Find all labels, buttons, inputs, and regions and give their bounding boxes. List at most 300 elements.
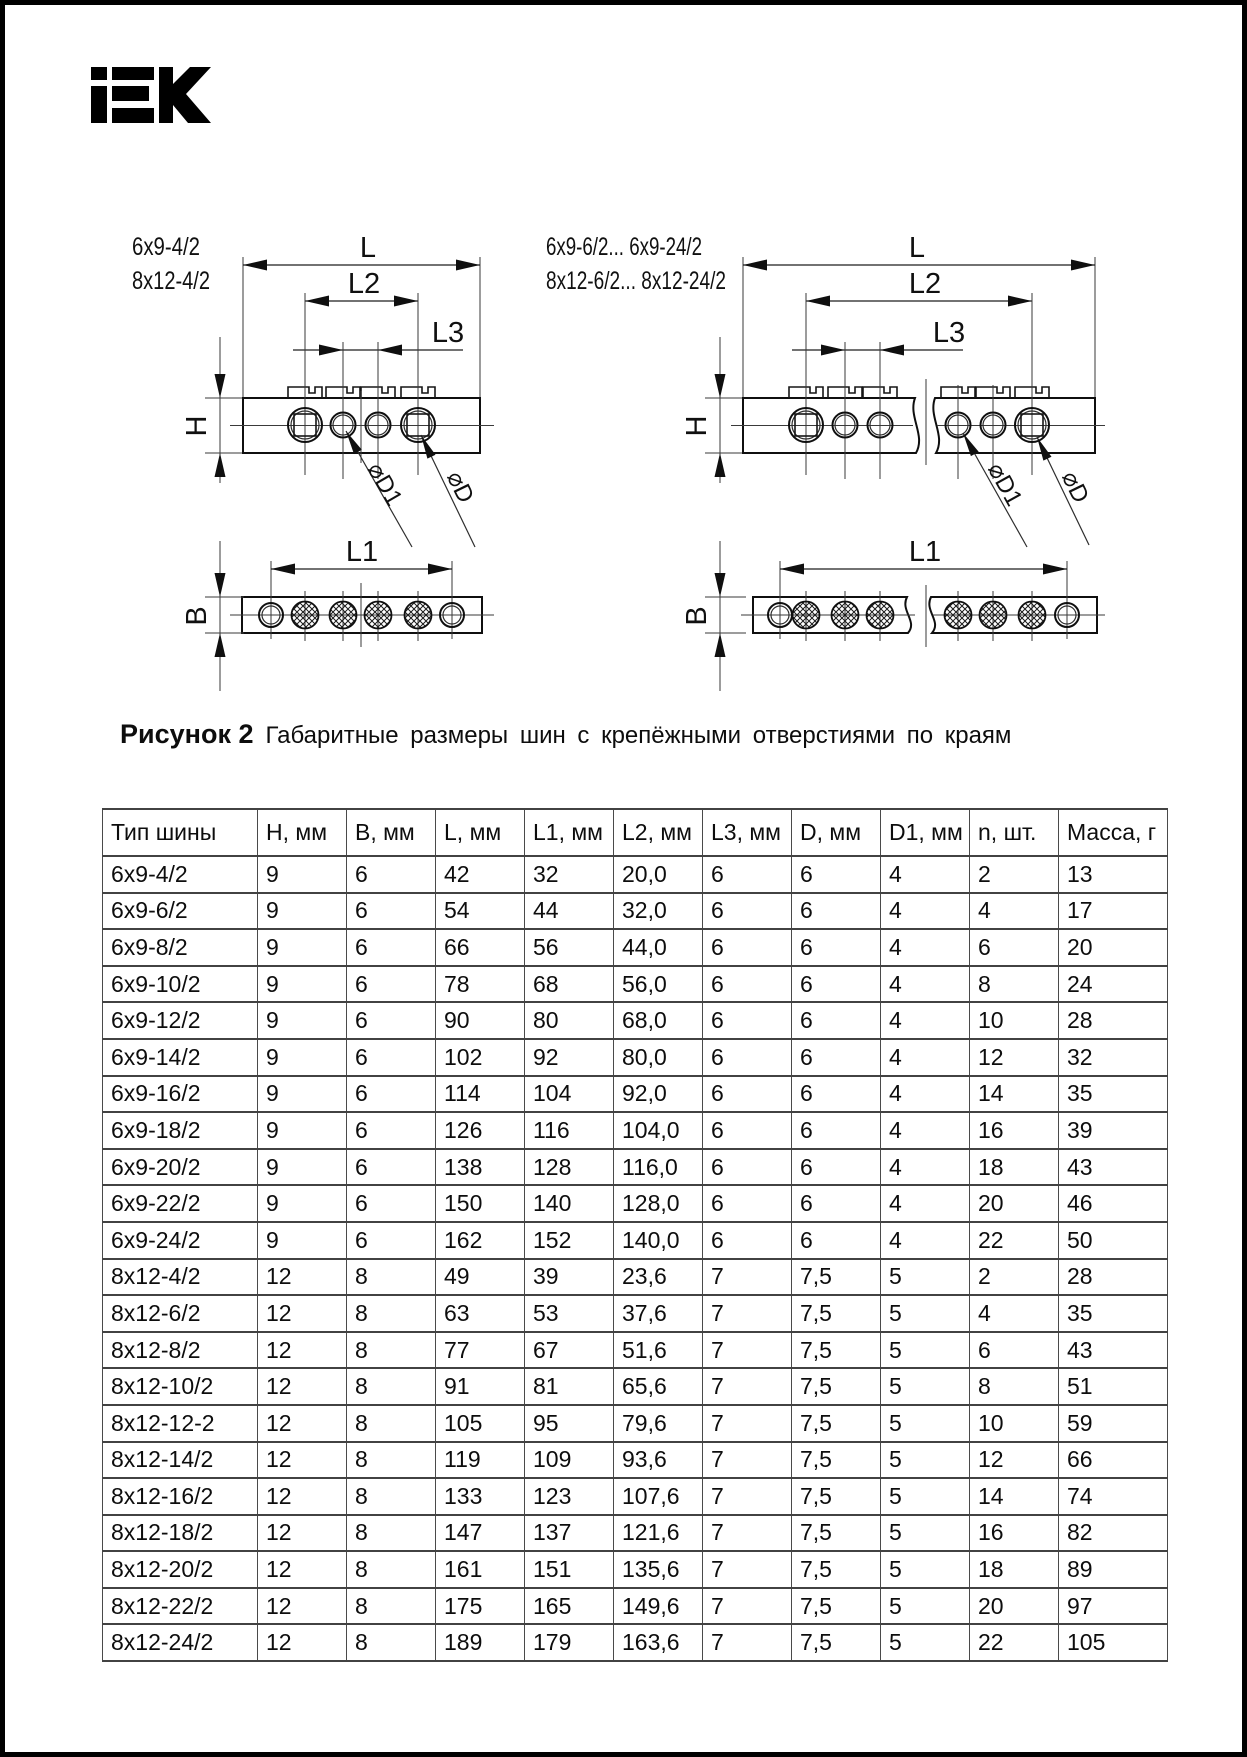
table-cell: 12	[258, 1515, 347, 1552]
dim-label-D: ⌀D	[441, 466, 480, 508]
table-cell: 150	[436, 1185, 525, 1222]
table-cell: 163,6	[614, 1624, 703, 1661]
table-cell: 12	[258, 1368, 347, 1405]
table-cell: 12	[258, 1405, 347, 1442]
table-row	[103, 893, 1168, 930]
table-cell: 42	[436, 856, 525, 893]
busbar-front-view	[731, 293, 1105, 479]
table-cell: 32	[1059, 1039, 1168, 1076]
table-row	[103, 1295, 1168, 1332]
busbar-top-view	[230, 583, 494, 647]
table-cell: 189	[436, 1624, 525, 1661]
dimensions-table	[102, 808, 1168, 1662]
table-cell: 12	[258, 1259, 347, 1296]
table-cell: 4	[970, 1295, 1059, 1332]
table-cell: 20,0	[614, 856, 703, 893]
table-cell: 7	[703, 1368, 792, 1405]
table-cell: 95	[525, 1405, 614, 1442]
table-cell: 8	[347, 1442, 436, 1479]
table-cell: 6	[970, 1332, 1059, 1369]
callout-D1	[963, 433, 1028, 547]
table-cell: 152	[525, 1222, 614, 1259]
dim-L3	[293, 317, 464, 356]
table-cell: 5	[881, 1295, 970, 1332]
table-cell: 93,6	[614, 1442, 703, 1479]
table-row	[103, 1332, 1168, 1369]
table-cell: 7	[703, 1442, 792, 1479]
table-cell: 8x12-16/2	[103, 1478, 258, 1515]
table-cell: 12	[258, 1442, 347, 1479]
table-cell: 5	[881, 1368, 970, 1405]
dim-label-L2: L2	[347, 268, 381, 300]
variant-label: 8x12-6/2... 8x12-24/2	[546, 267, 726, 295]
table-cell: 8	[970, 1368, 1059, 1405]
table-cell: 6	[792, 1002, 881, 1039]
table-cell: 6	[347, 1149, 436, 1186]
table-cell: 8x12-10/2	[103, 1368, 258, 1405]
table-cell: 6	[703, 893, 792, 930]
table-cell: 107,6	[614, 1478, 703, 1515]
dim-label-L1: L1	[908, 536, 942, 568]
dim-label-B: B	[681, 606, 713, 626]
table-cell: 35	[1059, 1076, 1168, 1113]
table-header-row	[103, 809, 1168, 856]
table-cell: 4	[881, 1076, 970, 1113]
table-cell: 7	[703, 1405, 792, 1442]
table-cell: 6x9-4/2	[103, 856, 258, 893]
column-header: n, шт.	[970, 809, 1059, 856]
table-cell: 6x9-20/2	[103, 1149, 258, 1186]
table-cell: 50	[1059, 1222, 1168, 1259]
table-cell: 7,5	[792, 1295, 881, 1332]
table-cell: 6	[792, 856, 881, 893]
table-cell: 8x12-24/2	[103, 1624, 258, 1661]
table-cell: 59	[1059, 1405, 1168, 1442]
table-cell: 80,0	[614, 1039, 703, 1076]
table-cell: 92,0	[614, 1076, 703, 1113]
table-cell: 147	[436, 1515, 525, 1552]
table-cell: 6	[792, 1149, 881, 1186]
table-row	[103, 1624, 1168, 1661]
table-cell: 6	[703, 856, 792, 893]
table-cell: 9	[258, 966, 347, 1003]
table-cell: 8	[347, 1405, 436, 1442]
dim-label-L: L	[908, 232, 926, 264]
table-cell: 66	[1059, 1442, 1168, 1479]
table-row	[103, 856, 1168, 893]
table-cell: 7,5	[792, 1551, 881, 1588]
table-cell: 6x9-10/2	[103, 966, 258, 1003]
table-row	[103, 1478, 1168, 1515]
table-cell: 12	[258, 1478, 347, 1515]
table-cell: 74	[1059, 1478, 1168, 1515]
table-cell: 9	[258, 1222, 347, 1259]
table-cell: 8x12-18/2	[103, 1515, 258, 1552]
table-cell: 6	[347, 1002, 436, 1039]
table-cell: 54	[436, 893, 525, 930]
table-cell: 102	[436, 1039, 525, 1076]
table-cell: 5	[881, 1551, 970, 1588]
table-cell: 140,0	[614, 1222, 703, 1259]
table-cell: 97	[1059, 1588, 1168, 1625]
table-cell: 6	[347, 893, 436, 930]
table-cell: 5	[881, 1442, 970, 1479]
table-cell: 77	[436, 1332, 525, 1369]
table-cell: 7,5	[792, 1478, 881, 1515]
table-row	[103, 1185, 1168, 1222]
table-cell: 6	[792, 1076, 881, 1113]
table-cell: 9	[258, 1002, 347, 1039]
table-cell: 6	[347, 1039, 436, 1076]
table-cell: 123	[525, 1478, 614, 1515]
table-cell: 138	[436, 1149, 525, 1186]
table-cell: 149,6	[614, 1588, 703, 1625]
table-cell: 8	[347, 1624, 436, 1661]
column-header: D1, мм	[881, 809, 970, 856]
table-cell: 22	[970, 1222, 1059, 1259]
table-cell: 8	[347, 1515, 436, 1552]
iek-logo	[91, 67, 211, 123]
table-cell: 80	[525, 1002, 614, 1039]
table-cell: 6	[347, 1222, 436, 1259]
table-row	[103, 1368, 1168, 1405]
table-cell: 32,0	[614, 893, 703, 930]
table-cell: 68	[525, 966, 614, 1003]
table-cell: 6x9-12/2	[103, 1002, 258, 1039]
table-cell: 6x9-24/2	[103, 1222, 258, 1259]
table-cell: 4	[881, 1112, 970, 1149]
table-cell: 22	[970, 1624, 1059, 1661]
table-cell: 16	[970, 1515, 1059, 1552]
table-cell: 39	[525, 1259, 614, 1296]
table-cell: 7,5	[792, 1442, 881, 1479]
table-cell: 6	[792, 1039, 881, 1076]
table-cell: 4	[881, 966, 970, 1003]
dim-label-H: H	[181, 415, 213, 437]
table-cell: 7,5	[792, 1405, 881, 1442]
table-cell: 66	[436, 929, 525, 966]
table-cell: 179	[525, 1624, 614, 1661]
table-row	[103, 1002, 1168, 1039]
table-cell: 8x12-20/2	[103, 1551, 258, 1588]
table-cell: 7	[703, 1259, 792, 1296]
table-cell: 6	[703, 1076, 792, 1113]
table-cell: 14	[970, 1478, 1059, 1515]
table-cell: 12	[258, 1551, 347, 1588]
dim-label-B: B	[181, 606, 213, 626]
table-cell: 9	[258, 1185, 347, 1222]
dim-B	[181, 541, 244, 691]
table-cell: 90	[436, 1002, 525, 1039]
column-header: D, мм	[792, 809, 881, 856]
table-cell: 8x12-14/2	[103, 1442, 258, 1479]
table-cell: 39	[1059, 1112, 1168, 1149]
table-cell: 9	[258, 929, 347, 966]
table-cell: 4	[881, 893, 970, 930]
dim-H	[181, 337, 246, 483]
table-cell: 7	[703, 1515, 792, 1552]
table-cell: 16	[970, 1112, 1059, 1149]
table-cell: 6	[792, 1222, 881, 1259]
table-cell: 5	[881, 1478, 970, 1515]
table-cell: 116	[525, 1112, 614, 1149]
table-cell: 6	[792, 1185, 881, 1222]
table-cell: 53	[525, 1295, 614, 1332]
table-row	[103, 1149, 1168, 1186]
table-cell: 68,0	[614, 1002, 703, 1039]
dim-H	[681, 337, 746, 483]
table-cell: 23,6	[614, 1259, 703, 1296]
table-cell: 7,5	[792, 1515, 881, 1552]
table-cell: 8	[347, 1332, 436, 1369]
table-row	[103, 929, 1168, 966]
table-cell: 5	[881, 1624, 970, 1661]
table-cell: 4	[881, 1002, 970, 1039]
column-header: Масса, г	[1059, 809, 1168, 856]
table-cell: 82	[1059, 1515, 1168, 1552]
table-cell: 137	[525, 1515, 614, 1552]
variant-label: 6x9-4/2	[132, 233, 200, 261]
table-cell: 109	[525, 1442, 614, 1479]
table-cell: 10	[970, 1002, 1059, 1039]
table-cell: 5	[881, 1588, 970, 1625]
table-cell: 161	[436, 1551, 525, 1588]
table-cell: 104	[525, 1076, 614, 1113]
table-cell: 8x12-8/2	[103, 1332, 258, 1369]
table-cell: 104,0	[614, 1112, 703, 1149]
table-cell: 2	[970, 856, 1059, 893]
iek-logo-mark	[91, 67, 211, 123]
table-cell: 7,5	[792, 1624, 881, 1661]
table-cell: 6	[970, 929, 1059, 966]
table-cell: 4	[881, 1039, 970, 1076]
table-cell: 6	[703, 929, 792, 966]
table-cell: 8	[347, 1478, 436, 1515]
callout-D1	[346, 431, 412, 547]
column-header: Тип шины	[103, 809, 258, 856]
dim-L1	[780, 536, 1067, 595]
dim-label-D1: ⌀D1	[361, 457, 408, 511]
table-cell: 12	[258, 1624, 347, 1661]
table-cell: 14	[970, 1076, 1059, 1113]
table-cell: 7	[703, 1624, 792, 1661]
table-cell: 8x12-22/2	[103, 1588, 258, 1625]
table-cell: 6	[703, 1112, 792, 1149]
table-cell: 8x12-6/2	[103, 1295, 258, 1332]
dim-label-H: H	[681, 415, 713, 437]
table-cell: 81	[525, 1368, 614, 1405]
table-cell: 28	[1059, 1002, 1168, 1039]
table-cell: 35	[1059, 1295, 1168, 1332]
table-cell: 6	[792, 893, 881, 930]
table-cell: 6	[347, 1185, 436, 1222]
dim-L2	[305, 268, 418, 307]
table-cell: 6x9-16/2	[103, 1076, 258, 1113]
diagram-right-titles	[546, 233, 726, 295]
table-cell: 8x12-12-2	[103, 1405, 258, 1442]
table-cell: 49	[436, 1259, 525, 1296]
table-row	[103, 1039, 1168, 1076]
table-cell: 56,0	[614, 966, 703, 1003]
table-cell: 126	[436, 1112, 525, 1149]
table-row	[103, 1076, 1168, 1113]
figure-caption	[120, 719, 1011, 750]
table-row	[103, 1442, 1168, 1479]
table-cell: 6	[347, 1112, 436, 1149]
table-cell: 175	[436, 1588, 525, 1625]
table-cell: 121,6	[614, 1515, 703, 1552]
table-cell: 56	[525, 929, 614, 966]
table-cell: 10	[970, 1405, 1059, 1442]
table-cell: 51,6	[614, 1332, 703, 1369]
table-row	[103, 1222, 1168, 1259]
column-header: B, мм	[347, 809, 436, 856]
table-cell: 5	[881, 1405, 970, 1442]
dim-label-L3: L3	[932, 317, 966, 349]
table-cell: 6x9-6/2	[103, 893, 258, 930]
table-row	[103, 1112, 1168, 1149]
diagram-left-titles	[132, 233, 210, 295]
table-cell: 8	[347, 1588, 436, 1625]
table-cell: 5	[881, 1332, 970, 1369]
table-cell: 9	[258, 1149, 347, 1186]
table-cell: 12	[258, 1588, 347, 1625]
table-cell: 6x9-8/2	[103, 929, 258, 966]
table-cell: 4	[881, 1149, 970, 1186]
table-cell: 7	[703, 1478, 792, 1515]
table-cell: 44	[525, 893, 614, 930]
table-cell: 46	[1059, 1185, 1168, 1222]
table-cell: 6x9-18/2	[103, 1112, 258, 1149]
table-cell: 162	[436, 1222, 525, 1259]
table-cell: 8	[347, 1259, 436, 1296]
table-cell: 12	[970, 1039, 1059, 1076]
table-row	[103, 966, 1168, 1003]
figure-caption-label: Рисунок 2	[120, 719, 254, 749]
table-cell: 12	[970, 1442, 1059, 1479]
table-cell: 165	[525, 1588, 614, 1625]
table-cell: 135,6	[614, 1551, 703, 1588]
table-cell: 89	[1059, 1551, 1168, 1588]
table-row	[103, 1551, 1168, 1588]
table-cell: 9	[258, 1039, 347, 1076]
table-cell: 114	[436, 1076, 525, 1113]
table-cell: 6	[703, 966, 792, 1003]
table-cell: 7	[703, 1588, 792, 1625]
table-cell: 4	[881, 929, 970, 966]
table-cell: 6	[347, 1076, 436, 1113]
table-cell: 105	[1059, 1624, 1168, 1661]
table-cell: 7	[703, 1332, 792, 1369]
table-cell: 65,6	[614, 1368, 703, 1405]
table-cell: 7,5	[792, 1588, 881, 1625]
callout-D	[421, 435, 479, 547]
table-cell: 18	[970, 1551, 1059, 1588]
table-cell: 6x9-14/2	[103, 1039, 258, 1076]
table-cell: 4	[881, 1185, 970, 1222]
table-cell: 6	[347, 929, 436, 966]
table-cell: 8	[347, 1295, 436, 1332]
table-cell: 6	[703, 1039, 792, 1076]
table-cell: 8	[347, 1551, 436, 1588]
table-cell: 17	[1059, 893, 1168, 930]
table-row	[103, 1405, 1168, 1442]
table-cell: 4	[881, 856, 970, 893]
variant-label: 6x9-6/2... 6x9-24/2	[546, 233, 702, 261]
table-cell: 5	[881, 1515, 970, 1552]
table-cell: 18	[970, 1149, 1059, 1186]
table-cell: 78	[436, 966, 525, 1003]
figure-caption-text: Габаритные размеры шин с крепёжными отверстиями по краям	[265, 722, 1012, 749]
diagram-busbar-6-24	[485, 195, 1105, 715]
table-cell: 6	[347, 966, 436, 1003]
table-cell: 128	[525, 1149, 614, 1186]
diagram-busbar-4-2	[90, 195, 520, 715]
column-header: L, мм	[436, 809, 525, 856]
dim-label-L2: L2	[908, 268, 942, 300]
table-cell: 6	[792, 1112, 881, 1149]
table-cell: 128,0	[614, 1185, 703, 1222]
dim-label-L1: L1	[345, 536, 379, 568]
table-cell: 6	[703, 1222, 792, 1259]
dim-label-L3: L3	[431, 317, 465, 349]
column-header: L1, мм	[525, 809, 614, 856]
table-cell: 151	[525, 1551, 614, 1588]
dim-B	[681, 541, 746, 691]
table-cell: 24	[1059, 966, 1168, 1003]
table-cell: 7,5	[792, 1259, 881, 1296]
table-cell: 119	[436, 1442, 525, 1479]
table-cell: 2	[970, 1259, 1059, 1296]
table-cell: 105	[436, 1405, 525, 1442]
table-cell: 4	[881, 1222, 970, 1259]
dim-label-D1: ⌀D1	[982, 458, 1028, 511]
table-cell: 5	[881, 1259, 970, 1296]
table-cell: 7,5	[792, 1332, 881, 1369]
table-cell: 8x12-4/2	[103, 1259, 258, 1296]
table-cell: 133	[436, 1478, 525, 1515]
dim-label-D: ⌀D	[1056, 466, 1095, 508]
table-cell: 6	[792, 966, 881, 1003]
table-cell: 9	[258, 1076, 347, 1113]
table-cell: 12	[258, 1332, 347, 1369]
table-cell: 6	[347, 856, 436, 893]
table-cell: 9	[258, 893, 347, 930]
table-cell: 9	[258, 856, 347, 893]
table-cell: 4	[970, 893, 1059, 930]
dim-L	[243, 232, 480, 398]
dim-L3	[792, 317, 965, 356]
table-cell: 7	[703, 1295, 792, 1332]
table-cell: 7,5	[792, 1368, 881, 1405]
table-cell: 43	[1059, 1149, 1168, 1186]
table-cell: 13	[1059, 856, 1168, 893]
table-cell: 7	[703, 1551, 792, 1588]
table-cell: 8	[970, 966, 1059, 1003]
dim-L2	[806, 268, 1032, 307]
table-row	[103, 1515, 1168, 1552]
busbar-top-view	[741, 585, 1105, 647]
table-cell: 140	[525, 1185, 614, 1222]
variant-label: 8x12-4/2	[132, 267, 210, 295]
table-cell: 43	[1059, 1332, 1168, 1369]
table-cell: 44,0	[614, 929, 703, 966]
column-header: H, мм	[258, 809, 347, 856]
table-cell: 6	[703, 1185, 792, 1222]
table-cell: 6	[703, 1002, 792, 1039]
table-body	[103, 856, 1168, 1661]
table-cell: 20	[970, 1185, 1059, 1222]
